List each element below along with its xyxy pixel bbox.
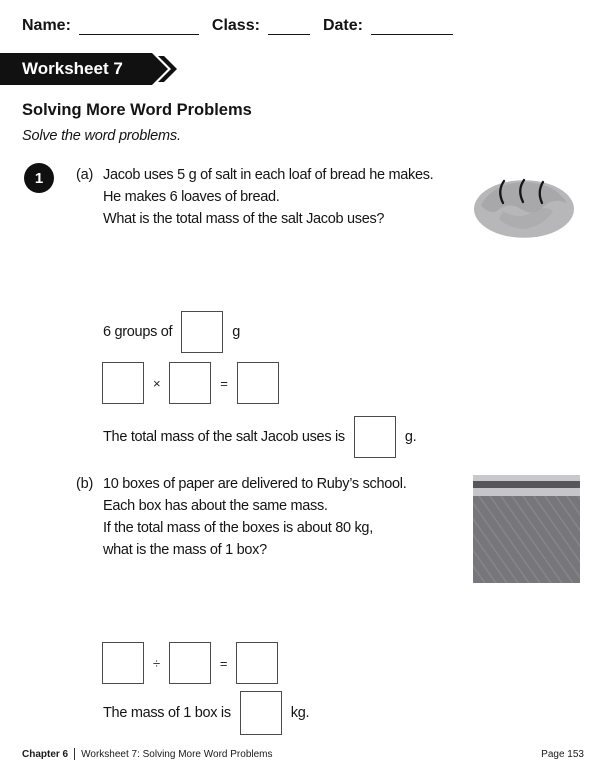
divide-operator: ÷ <box>153 655 160 671</box>
part-b-text <box>103 473 406 561</box>
answer-b-text: The mass of 1 box is <box>103 705 231 721</box>
worksheet-banner <box>0 53 184 85</box>
part-a-line-2: He makes 6 loaves of bread. <box>103 189 280 205</box>
name-blank-line[interactable] <box>79 24 199 35</box>
paper-box-illustration <box>473 475 580 583</box>
name-label: Name: <box>22 17 71 34</box>
part-b-line-2: Each box has about the same mass. <box>103 498 328 514</box>
part-b-label: (b) <box>76 476 94 492</box>
part-b-line-3: If the total mass of the boxes is about 80 kg, <box>103 520 373 536</box>
worksheet-title: Worksheet 7 <box>22 59 123 78</box>
paper-box-body <box>473 496 580 583</box>
section-heading: Solving More Word Problems <box>22 101 252 119</box>
answer-a-box[interactable] <box>354 416 396 458</box>
part-b-line-1: 10 boxes of paper are delivered to Ruby’s school. <box>103 476 407 492</box>
page-footer <box>22 748 584 760</box>
date-blank-line[interactable] <box>371 24 453 35</box>
question-number-badge: 1 <box>24 163 54 193</box>
part-a-line-1: Jacob uses 5 g of salt in each loaf of bread he makes. <box>103 167 434 183</box>
answer-a-text: The total mass of the salt Jacob uses is <box>103 429 345 445</box>
date-label: Date: <box>322 17 363 34</box>
part-a-label: (a) <box>76 167 94 183</box>
part-a-text <box>103 164 433 230</box>
footer-breadcrumb <box>22 748 273 760</box>
answer-a-unit: g. <box>404 429 417 445</box>
answer-b-unit: kg. <box>290 705 310 721</box>
answer-sentence-a <box>103 416 416 458</box>
equation-a-box-1[interactable] <box>102 362 144 404</box>
equals-sign-a: = <box>220 375 228 391</box>
instruction-text: Solve the word problems. <box>22 128 181 144</box>
paper-box-dark-band <box>473 481 580 488</box>
part-b-line-4: what is the mass of 1 box? <box>103 542 267 558</box>
equation-a-box-3[interactable] <box>237 362 279 404</box>
answer-sentence-b <box>103 691 309 735</box>
part-a-line-3: What is the total mass of the salt Jacob uses? <box>103 211 385 227</box>
equals-sign-b: = <box>219 655 228 671</box>
multiply-operator: × <box>153 375 161 391</box>
groups-text: 6 groups of <box>103 324 173 340</box>
name-class-date-row <box>22 17 453 35</box>
equation-b-box-2[interactable] <box>169 642 211 684</box>
footer-page-number: Page 153 <box>541 748 584 760</box>
footer-divider <box>74 748 75 760</box>
groups-statement-row <box>103 311 240 353</box>
class-label: Class: <box>211 17 260 34</box>
multiplication-equation-row <box>102 362 279 404</box>
paper-box-lid-bottom <box>473 488 580 496</box>
answer-b-box[interactable] <box>240 691 282 735</box>
groups-answer-box[interactable] <box>181 311 223 353</box>
groups-unit: g <box>232 324 241 340</box>
footer-worksheet-title: Worksheet 7: Solving More Word Problems <box>81 748 273 760</box>
footer-chapter: Chapter 6 <box>22 748 69 760</box>
equation-b-box-3[interactable] <box>236 642 278 684</box>
division-equation-row <box>102 642 278 684</box>
class-blank-line[interactable] <box>268 24 310 35</box>
bread-loaf-illustration <box>473 177 575 238</box>
equation-a-box-2[interactable] <box>169 362 211 404</box>
equation-b-box-1[interactable] <box>102 642 144 684</box>
